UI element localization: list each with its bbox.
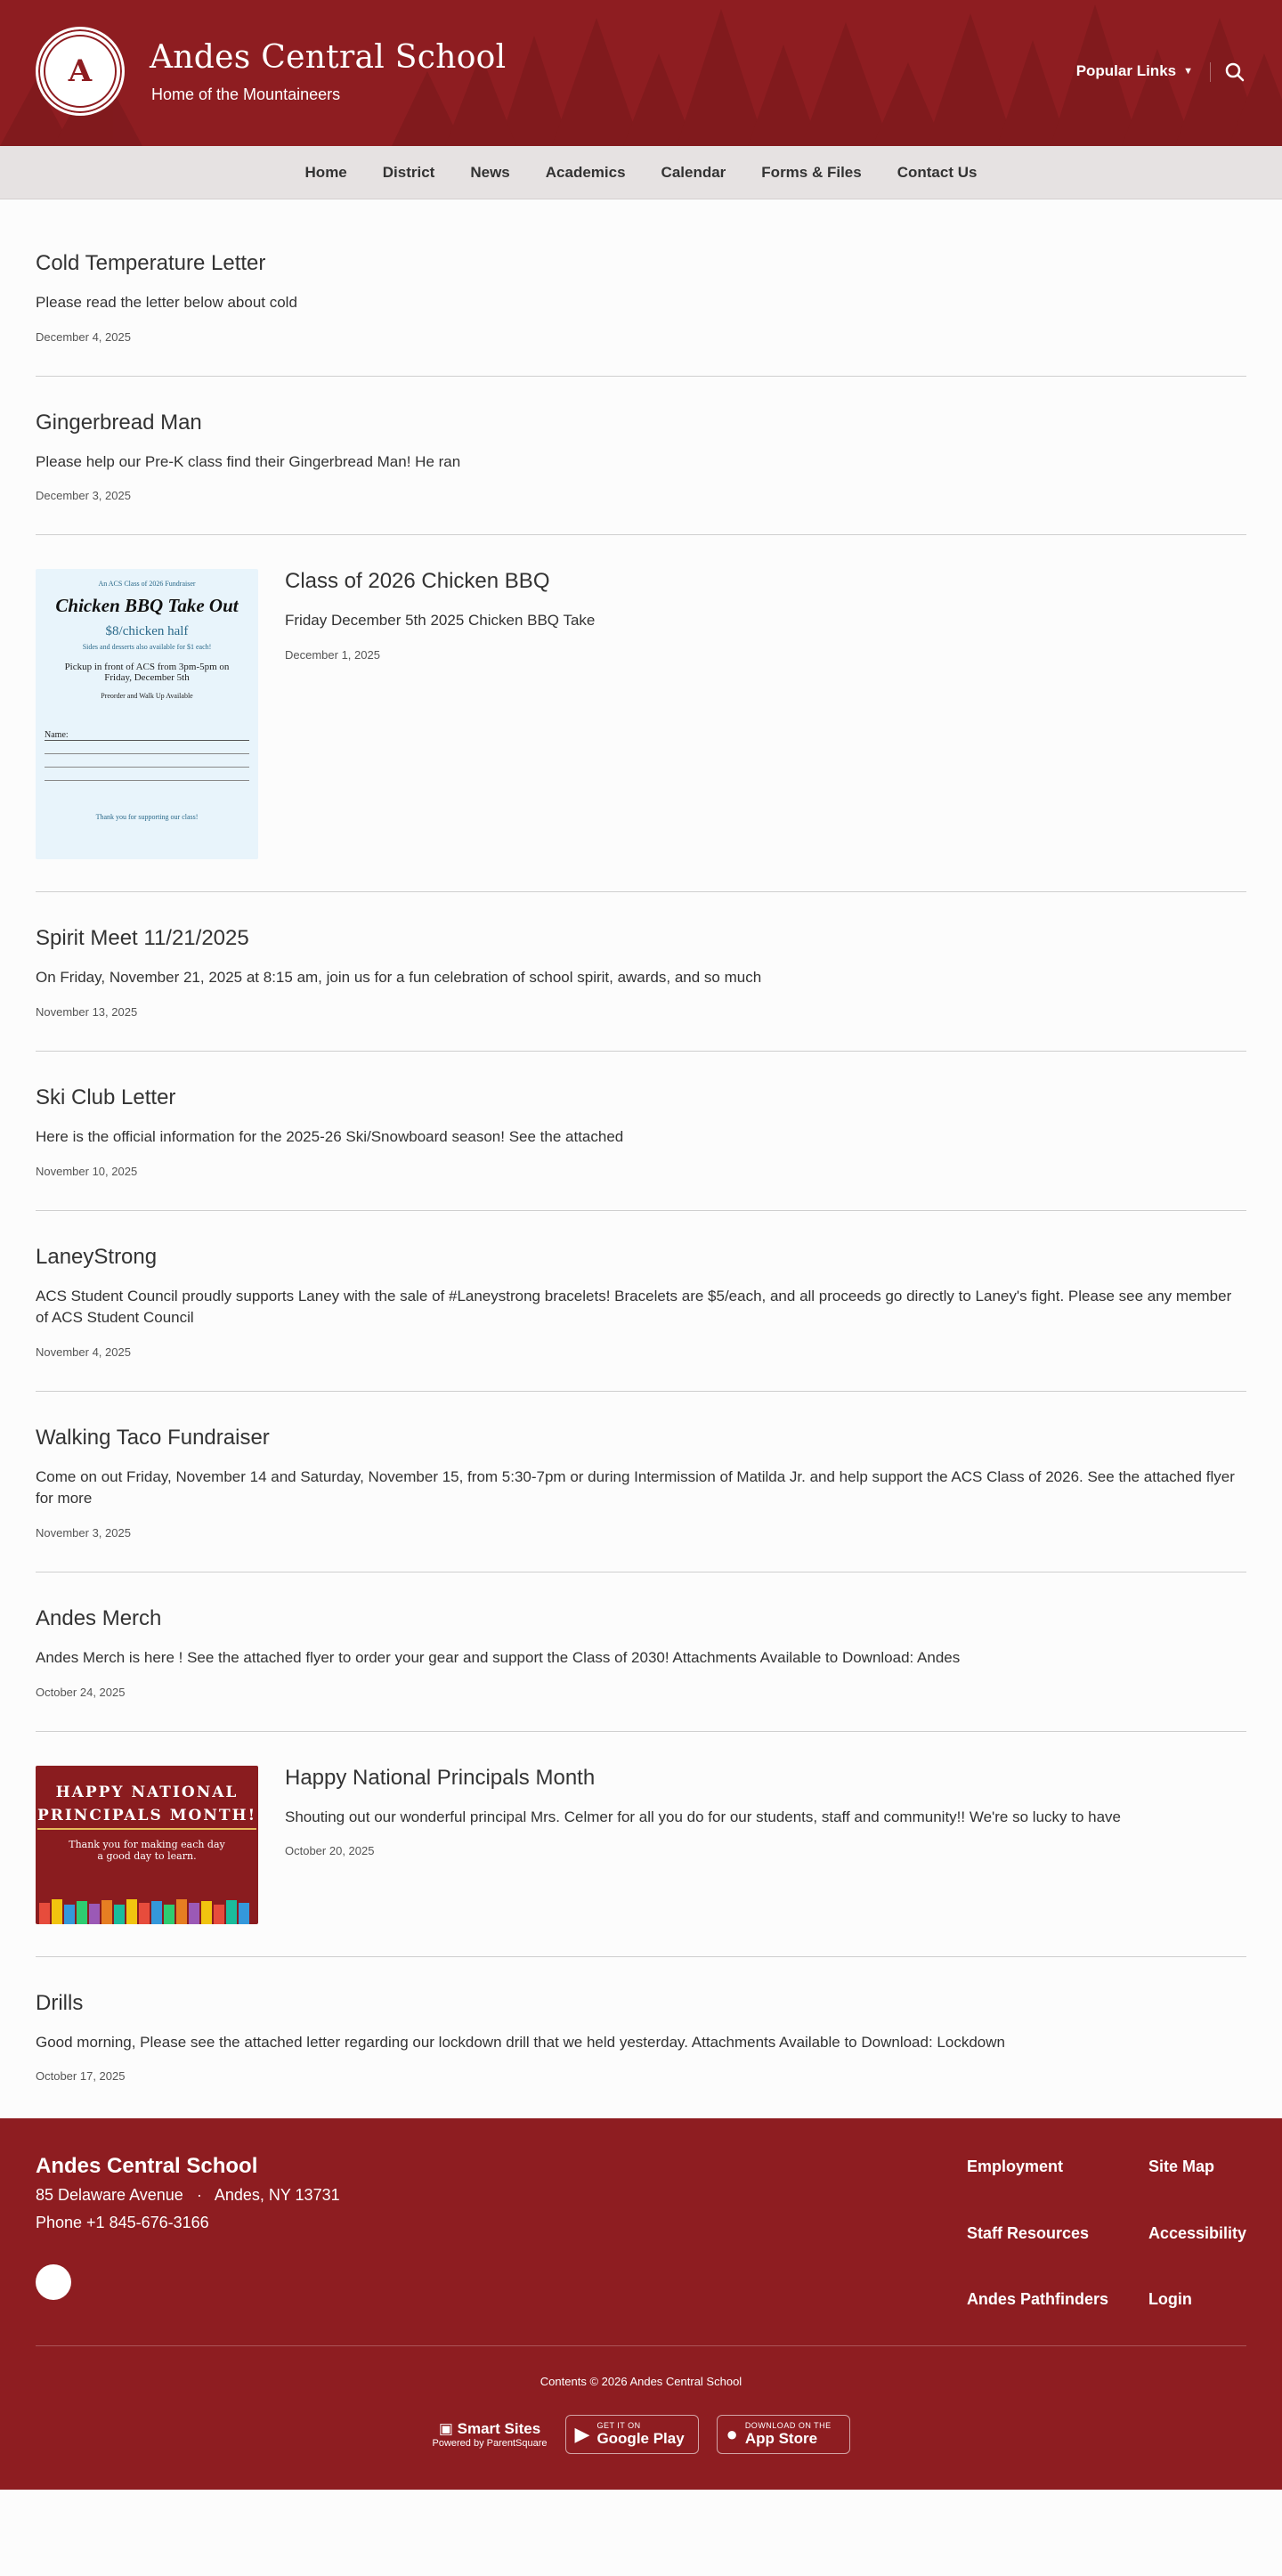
nav-news[interactable]: News (470, 163, 510, 181)
google-play-badge[interactable] (565, 2415, 699, 2454)
news-title[interactable]: Cold Temperature Letter (36, 251, 266, 275)
popular-links-label: Popular Links (1075, 62, 1177, 79)
news-item (36, 1957, 1246, 2119)
news-date: November 3, 2025 (36, 1526, 131, 1540)
news-title[interactable]: Walking Taco Fundraiser (36, 1425, 270, 1450)
site-header (0, 0, 1282, 146)
footer-phone[interactable]: Phone +1 845-676-3166 (36, 2214, 209, 2232)
news-title[interactable]: LaneyStrong (36, 1244, 158, 1269)
app-store-small: DOWNLOAD ON THE (744, 2421, 832, 2431)
footer-link-site-map[interactable]: Site Map (1148, 2158, 1214, 2176)
news-item (36, 1211, 1246, 1392)
news-item (36, 377, 1246, 536)
flyer-form-line (45, 767, 249, 768)
search-icon (1221, 59, 1248, 85)
news-list (0, 199, 1282, 2118)
site-footer (0, 2118, 1282, 2490)
news-title[interactable]: Drills (36, 1990, 84, 2015)
news-text: Good morning, Please see the attached letter regarding our lockdown drill that we held yesterday. Attachments Available to Download: Lockdown (36, 2033, 1005, 2051)
footer-badges (36, 2415, 1246, 2490)
apple-icon: ● (726, 2423, 738, 2446)
site-subtitle: Home of the Mountaineers (151, 85, 341, 103)
news-date: October 24, 2025 (36, 1685, 126, 1699)
nav-forms-files[interactable]: Forms & Files (761, 163, 862, 181)
smart-sites-icon: ▣ (438, 2420, 453, 2438)
news-title[interactable]: Spirit Meet 11/21/2025 (36, 926, 249, 951)
app-store-big: App Store (744, 2430, 818, 2448)
nav-district[interactable]: District (382, 163, 435, 181)
footer-school-name: Andes Central School (36, 2154, 258, 2179)
site-title[interactable]: Andes Central School (150, 39, 507, 76)
news-date: December 3, 2025 (36, 489, 131, 503)
address-separator: · (187, 2186, 211, 2205)
news-text: ACS Student Council proudly supports Laney with the sale of #Laneystrong bracelets! Bracelets are $5/each, and all proceeds go directly to Laney's fight. Please see any member of ACS Student Council (36, 1287, 1232, 1327)
header-divider (1210, 62, 1211, 82)
news-title[interactable]: Class of 2026 Chicken BBQ (285, 569, 550, 594)
news-title[interactable]: Andes Merch (36, 1606, 162, 1631)
footer-link-andes-pathfinders[interactable]: Andes Pathfinders (966, 2290, 1108, 2309)
news-date: December 4, 2025 (36, 329, 131, 344)
google-play-big: Google Play (596, 2430, 685, 2448)
nav-home[interactable]: Home (304, 163, 347, 181)
flyer-price: $8/chicken half (105, 624, 189, 639)
copyright: Contents © 2026 Andes Central School (540, 2375, 742, 2389)
footer-link-staff-resources[interactable]: Staff Resources (966, 2223, 1089, 2242)
news-text: Come on out Friday, November 14 and Saturday, November 15, from 5:30-7pm or during Intermission of Matilda Jr. and help support the ACS Class of 2026. See the attached flyer for more (36, 1467, 1235, 1507)
news-item (36, 1572, 1246, 1732)
powered-by: Powered by ParentSquare (432, 2437, 548, 2449)
footer-contact (36, 2154, 340, 2345)
flyer-form-line (45, 753, 249, 754)
footer-address (36, 2186, 340, 2205)
principals-month-thumbnail[interactable] (36, 1766, 258, 1924)
flyer-sides: Sides and desserts also available for $1 each! (82, 643, 212, 652)
news-text: Here is the official information for the 2025-26 Ski/Snowboard season! See the attached (36, 1127, 624, 1145)
flyer-line-2: PRINCIPALS MONTH! (37, 1807, 256, 1830)
footer-street: 85 Delaware Avenue (36, 2186, 183, 2205)
logo-letter: A (68, 53, 93, 89)
bbq-flyer-thumbnail[interactable] (36, 569, 258, 859)
flyer-line-1: HAPPY NATIONAL (55, 1783, 239, 1801)
flyer-top-line: An ACS Class of 2026 Fundraiser (98, 580, 196, 589)
news-text: Andes Merch is here ! See the attached flyer to order your gear and support the Class of 2030! Attachments Available to Download: Andes (36, 1649, 961, 1667)
search-button[interactable] (1221, 59, 1248, 85)
main-nav (0, 146, 1282, 199)
news-date: December 1, 2025 (285, 647, 380, 662)
nav-academics[interactable]: Academics (545, 163, 626, 181)
flyer-pickup: Pickup in front of ACS from 3pm-5pm on Friday, December 5th (64, 662, 230, 684)
smart-sites-label: Smart Sites (457, 2420, 541, 2438)
news-text: Please help our Pre-K class find their Gingerbread Man! He ran (36, 452, 461, 470)
news-item (36, 1732, 1246, 1957)
smart-sites-badge[interactable] (432, 2421, 547, 2449)
footer-links (967, 2158, 1246, 2345)
flyer-name-field: Name: (45, 730, 249, 741)
flyer-presale: Preorder and Walk Up Available (101, 692, 193, 701)
news-title[interactable]: Ski Club Letter (36, 1085, 176, 1109)
flyer-heading: Chicken BBQ Take Out (55, 595, 239, 617)
nav-contact-us[interactable]: Contact Us (897, 163, 978, 181)
news-date: October 20, 2025 (285, 1844, 375, 1858)
nav-calendar[interactable]: Calendar (661, 163, 726, 181)
news-text: Friday December 5th 2025 Chicken BBQ Take (285, 612, 596, 630)
flyer-line-4: a good day to learn. (97, 1849, 197, 1862)
news-date: November 13, 2025 (36, 1004, 138, 1019)
school-logo[interactable] (36, 27, 125, 116)
news-item (36, 1052, 1246, 1211)
news-date: November 4, 2025 (36, 1345, 131, 1359)
news-item (36, 892, 1246, 1052)
news-text: Shouting out our wonderful principal Mrs. Celmer for all you do for our students, staff and community!! We're so lucky to have (285, 1808, 1122, 1825)
flyer-thanks: Thank you for supporting our class! (95, 813, 199, 822)
news-title[interactable]: Happy National Principals Month (285, 1765, 596, 1790)
news-date: October 17, 2025 (36, 2069, 126, 2084)
news-item (36, 217, 1246, 377)
flyer-line-3: Thank you for making each day (69, 1838, 225, 1850)
app-store-badge[interactable] (717, 2415, 850, 2454)
chevron-down-icon: ▼ (1183, 66, 1193, 77)
popular-links-dropdown[interactable] (1076, 62, 1193, 80)
news-text: Please read the letter below about cold (36, 294, 297, 311)
news-item (36, 1392, 1246, 1572)
footer-link-login[interactable]: Login (1148, 2290, 1192, 2309)
social-icon[interactable] (36, 2264, 71, 2300)
news-text: On Friday, November 21, 2025 at 8:15 am, join us for a fun celebration of school spirit, awards, and so much (36, 969, 762, 987)
footer-link-accessibility[interactable]: Accessibility (1148, 2223, 1246, 2242)
google-play-small: GET IT ON (596, 2421, 641, 2431)
news-title[interactable]: Gingerbread Man (36, 410, 202, 435)
footer-city: Andes, NY 13731 (214, 2186, 340, 2205)
footer-link-employment[interactable]: Employment (966, 2158, 1063, 2176)
flyer-form-line (45, 780, 249, 781)
news-date: November 10, 2025 (36, 1164, 138, 1178)
pencils-illustration (36, 1894, 258, 1924)
google-play-icon: ▶ (574, 2423, 590, 2446)
news-item (36, 535, 1246, 892)
